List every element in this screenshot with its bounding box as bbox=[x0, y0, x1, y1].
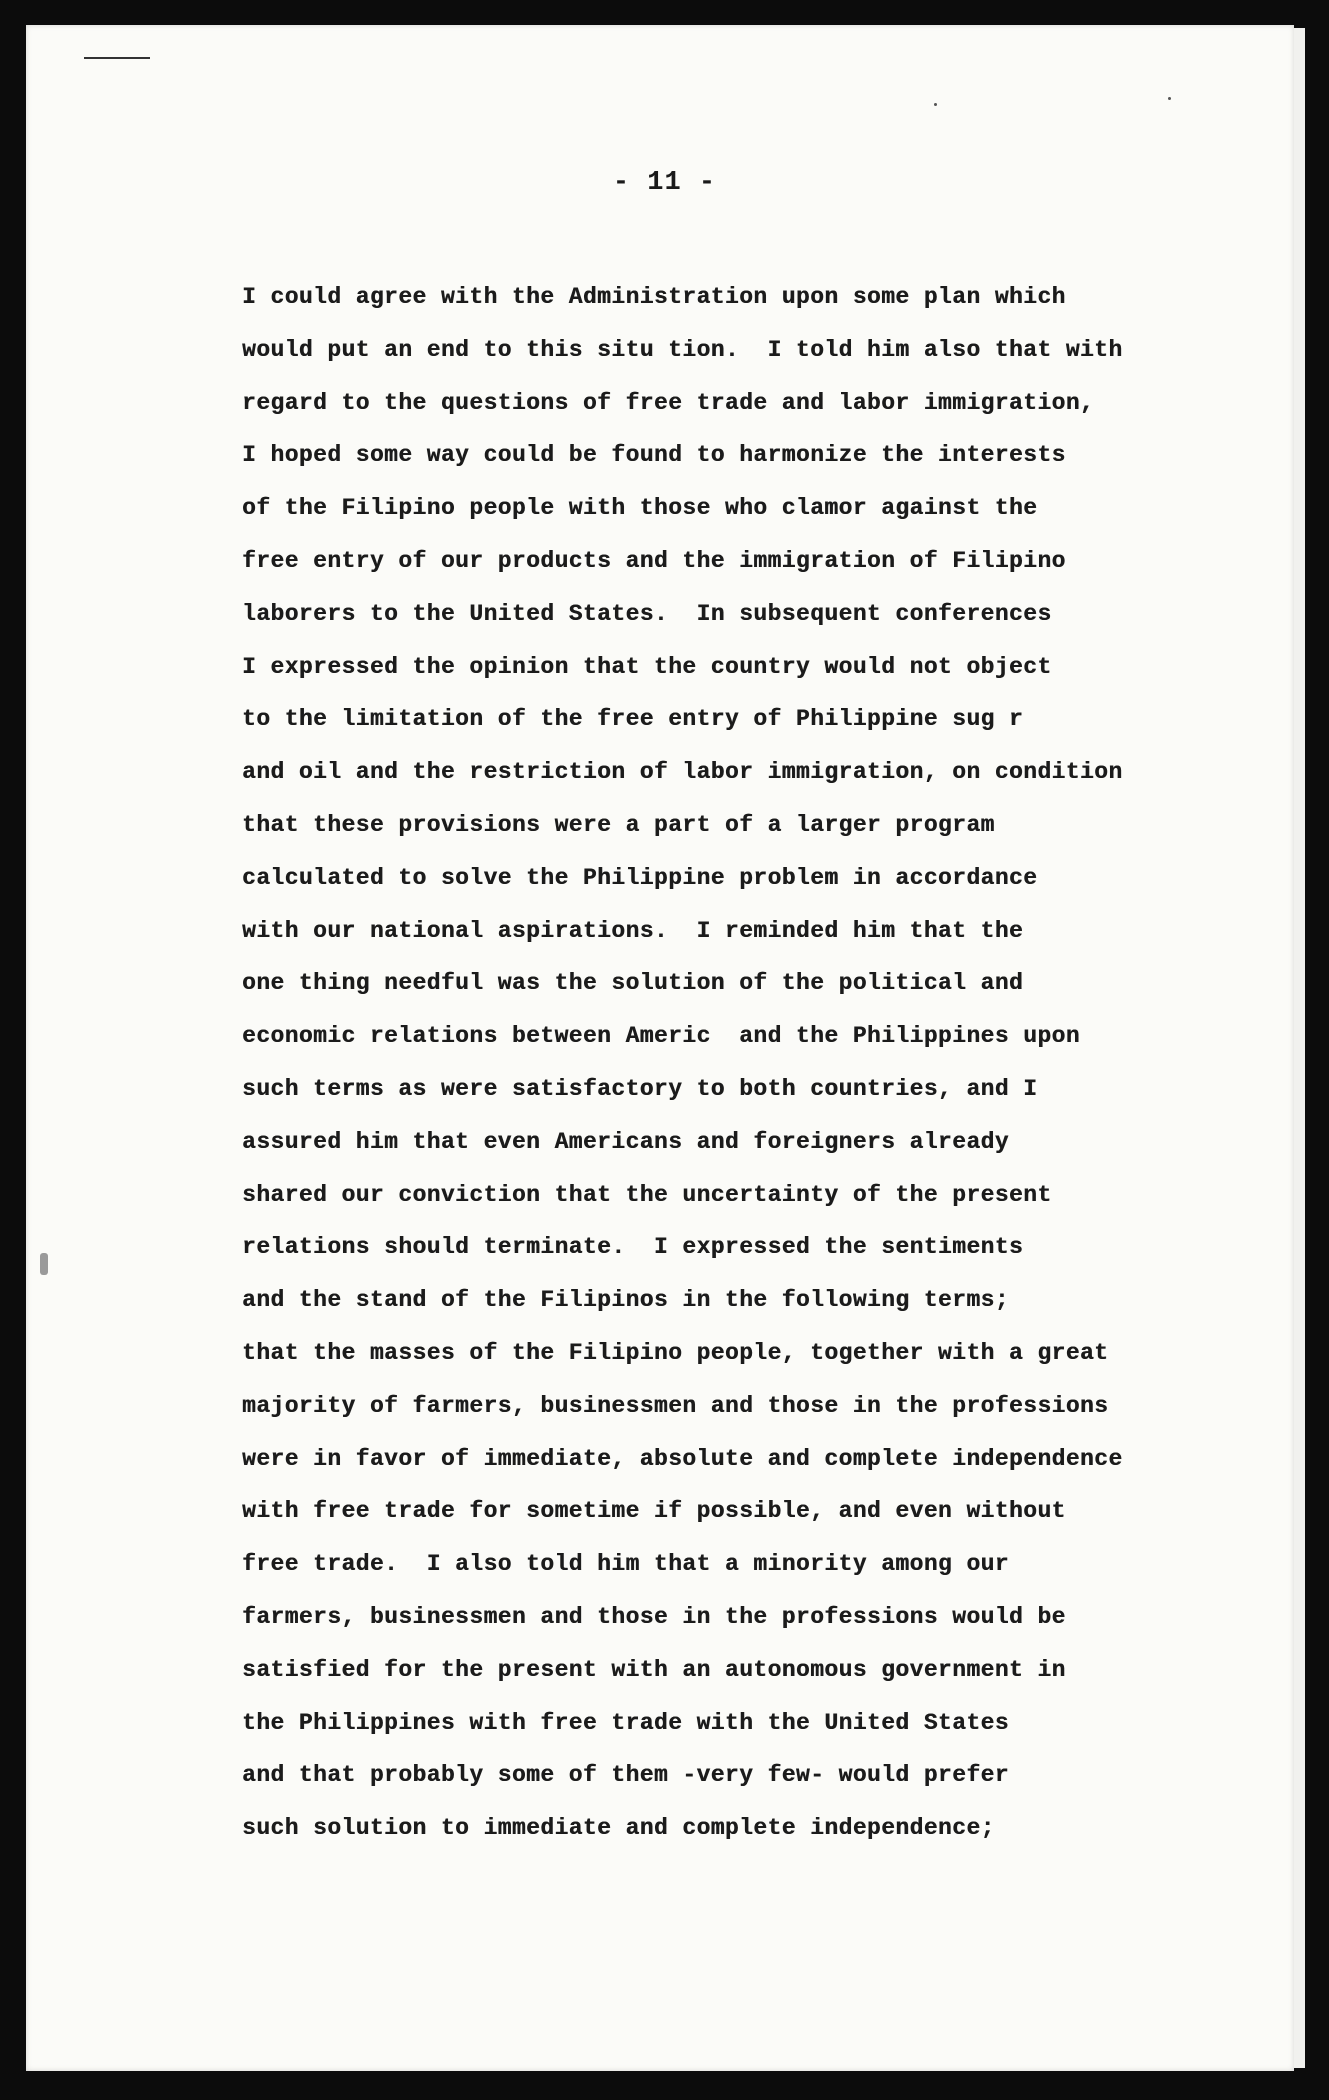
text-line: to the limitation of the free entry of Philippine sug r bbox=[242, 706, 1024, 733]
text-line: laborers to the United States. In subsequent conferences bbox=[242, 600, 1052, 627]
page-number: - 11 - bbox=[612, 168, 717, 198]
text-line: calculated to solve the Philippine problem in accordance bbox=[242, 864, 1038, 891]
text-line: shared our conviction that the uncertainty of the present bbox=[242, 1181, 1052, 1208]
text-line: relations should terminate. I expressed the sentiments bbox=[242, 1234, 1024, 1261]
text-line: and oil and the restriction of labor immigration, on condition bbox=[242, 759, 1123, 786]
text-line: with our national aspirations. I reminded him that the bbox=[242, 917, 1024, 944]
text-line: I hoped some way could be found to harmonize the interests bbox=[242, 442, 1066, 469]
text-line: one thing needful was the solution of the political and bbox=[242, 970, 1024, 997]
text-line: would put an end to this situ tion. I told him also that with bbox=[242, 336, 1123, 363]
margin-mark bbox=[84, 57, 150, 59]
text-line: I expressed the opinion that the country would not object bbox=[242, 653, 1052, 680]
paper-smudge bbox=[40, 1253, 48, 1275]
text-line: such terms as were satisfactory to both countries, and I bbox=[242, 1075, 1038, 1102]
text-line: regard to the questions of free trade and labor immigration, bbox=[242, 389, 1095, 416]
text-line: that these provisions were a part of a larger program bbox=[242, 811, 995, 838]
text-line: of the Filipino people with those who clamor against the bbox=[242, 495, 1038, 522]
text-line: that the masses of the Filipino people, together with a great bbox=[242, 1339, 1109, 1366]
text-line: I could agree with the Administration upon some plan which bbox=[242, 284, 1066, 310]
text-line: the Philippines with free trade with the United States bbox=[242, 1709, 1009, 1736]
text-line: and the stand of the Filipinos in the following terms; bbox=[242, 1287, 1009, 1314]
text-line: assured him that even Americans and foreigners already bbox=[242, 1128, 1009, 1155]
text-line: economic relations between Americ and the Philippines upon bbox=[242, 1023, 1080, 1050]
typed-letter-body bbox=[242, 271, 1242, 1855]
text-line: with free trade for sometime if possible, and even without bbox=[242, 1498, 1066, 1525]
text-line: satisfied for the present with an autonomous government in bbox=[242, 1656, 1066, 1683]
text-line: free trade. I also told him that a minority among our bbox=[242, 1551, 1009, 1578]
text-line: free entry of our products and the immigration of Filipino bbox=[242, 547, 1066, 574]
paper-speck bbox=[1168, 97, 1171, 100]
text-line: majority of farmers, businessmen and those in the professions bbox=[242, 1392, 1109, 1419]
text-line: such solution to immediate and complete independence; bbox=[242, 1815, 995, 1842]
text-line: were in favor of immediate, absolute and complete independence bbox=[242, 1445, 1123, 1472]
text-line: farmers, businessmen and those in the professions would be bbox=[242, 1603, 1066, 1630]
paper-speck bbox=[934, 103, 937, 106]
text-line: and that probably some of them -very few- would prefer bbox=[242, 1762, 1009, 1789]
